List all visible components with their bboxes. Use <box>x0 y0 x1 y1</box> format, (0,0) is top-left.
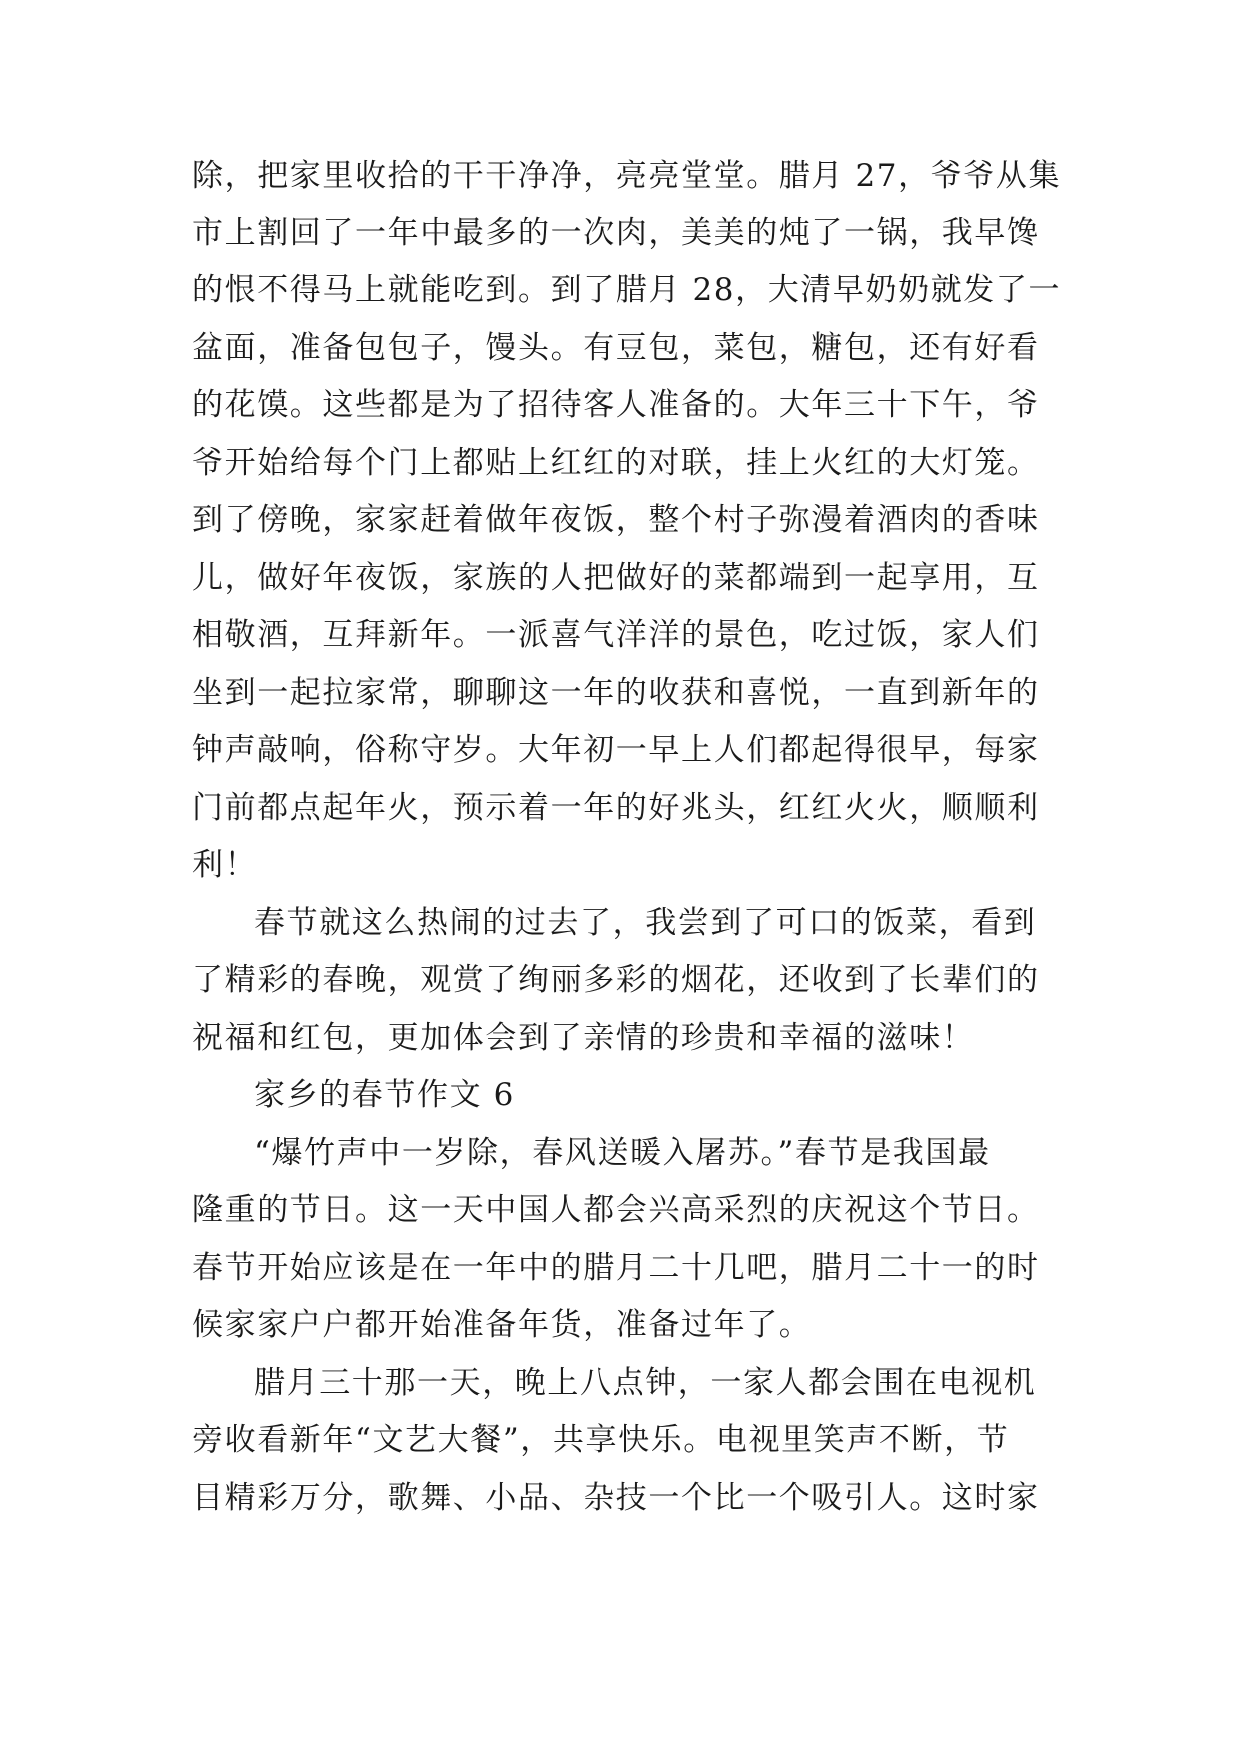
text-line: 儿，做好年夜饭，家族的人把做好的菜都端到一起享用，互 <box>192 560 1040 596</box>
text-line: 春节开始应该是在一年中的腊月二十几吧，腊月二十一的时 <box>192 1250 1040 1286</box>
text-line: 候家家户户都开始准备年货，准备过年了。 <box>192 1307 812 1343</box>
text-line: 市上割回了一年中最多的一次肉，美美的炖了一锅，我早馋 <box>192 215 1040 251</box>
text-line: 目精彩万分，歌舞、小品、杂技一个比一个吸引人。这时家 <box>192 1480 1040 1516</box>
essay-heading: 家乡的春节作文 6 <box>254 1077 515 1113</box>
text-line: 到了傍晚，家家赶着做年夜饭，整个村子弥漫着酒肉的香味 <box>192 502 1040 538</box>
text-line: 坐到一起拉家常，聊聊这一年的收获和喜悦，一直到新年的 <box>192 675 1040 711</box>
paragraph-first-line: 春节就这么热闹的过去了，我尝到了可口的饭菜，看到 <box>254 905 1037 941</box>
text-line: 盆面，准备包包子，馒头。有豆包，菜包，糖包，还有好看 <box>192 330 1040 366</box>
text-line: 钟声敲响，俗称守岁。大年初一早上人们都起得很早，每家 <box>192 732 1040 768</box>
paragraph-first-line: 腊月三十那一天，晚上八点钟，一家人都会围在电视机 <box>254 1365 1037 1401</box>
text-line: 的花馍。这些都是为了招待客人准备的。大年三十下午，爷 <box>192 387 1040 423</box>
text-line: 的恨不得马上就能吃到。到了腊月 28，大清早奶奶就发了一 <box>192 272 1062 308</box>
text-line: 隆重的节日。这一天中国人都会兴高采烈的庆祝这个节日。 <box>192 1192 1040 1228</box>
text-line: 相敬酒，互拜新年。一派喜气洋洋的景色，吃过饭，家人们 <box>192 617 1040 653</box>
text-line: 了精彩的春晚，观赏了绚丽多彩的烟花，还收到了长辈们的 <box>192 962 1040 998</box>
text-line: 祝福和红包，更加体会到了亲情的珍贵和幸福的滋味！ <box>192 1020 975 1056</box>
text-line: 利！ <box>192 847 258 883</box>
text-line: 门前都点起年火，预示着一年的好兆头，红红火火，顺顺利 <box>192 790 1040 826</box>
text-line: 旁收看新年“文艺大餐”，共享快乐。电视里笑声不断，节 <box>192 1422 1010 1458</box>
text-line: 爷开始给每个门上都贴上红红的对联，挂上火红的大灯笼。 <box>192 445 1040 481</box>
paragraph-first-line: “爆竹声中一岁除，春风送暖入屠苏。”春节是我国最 <box>254 1135 991 1171</box>
text-line: 除，把家里收拾的干干净净，亮亮堂堂。腊月 27，爷爷从集 <box>192 158 1062 194</box>
